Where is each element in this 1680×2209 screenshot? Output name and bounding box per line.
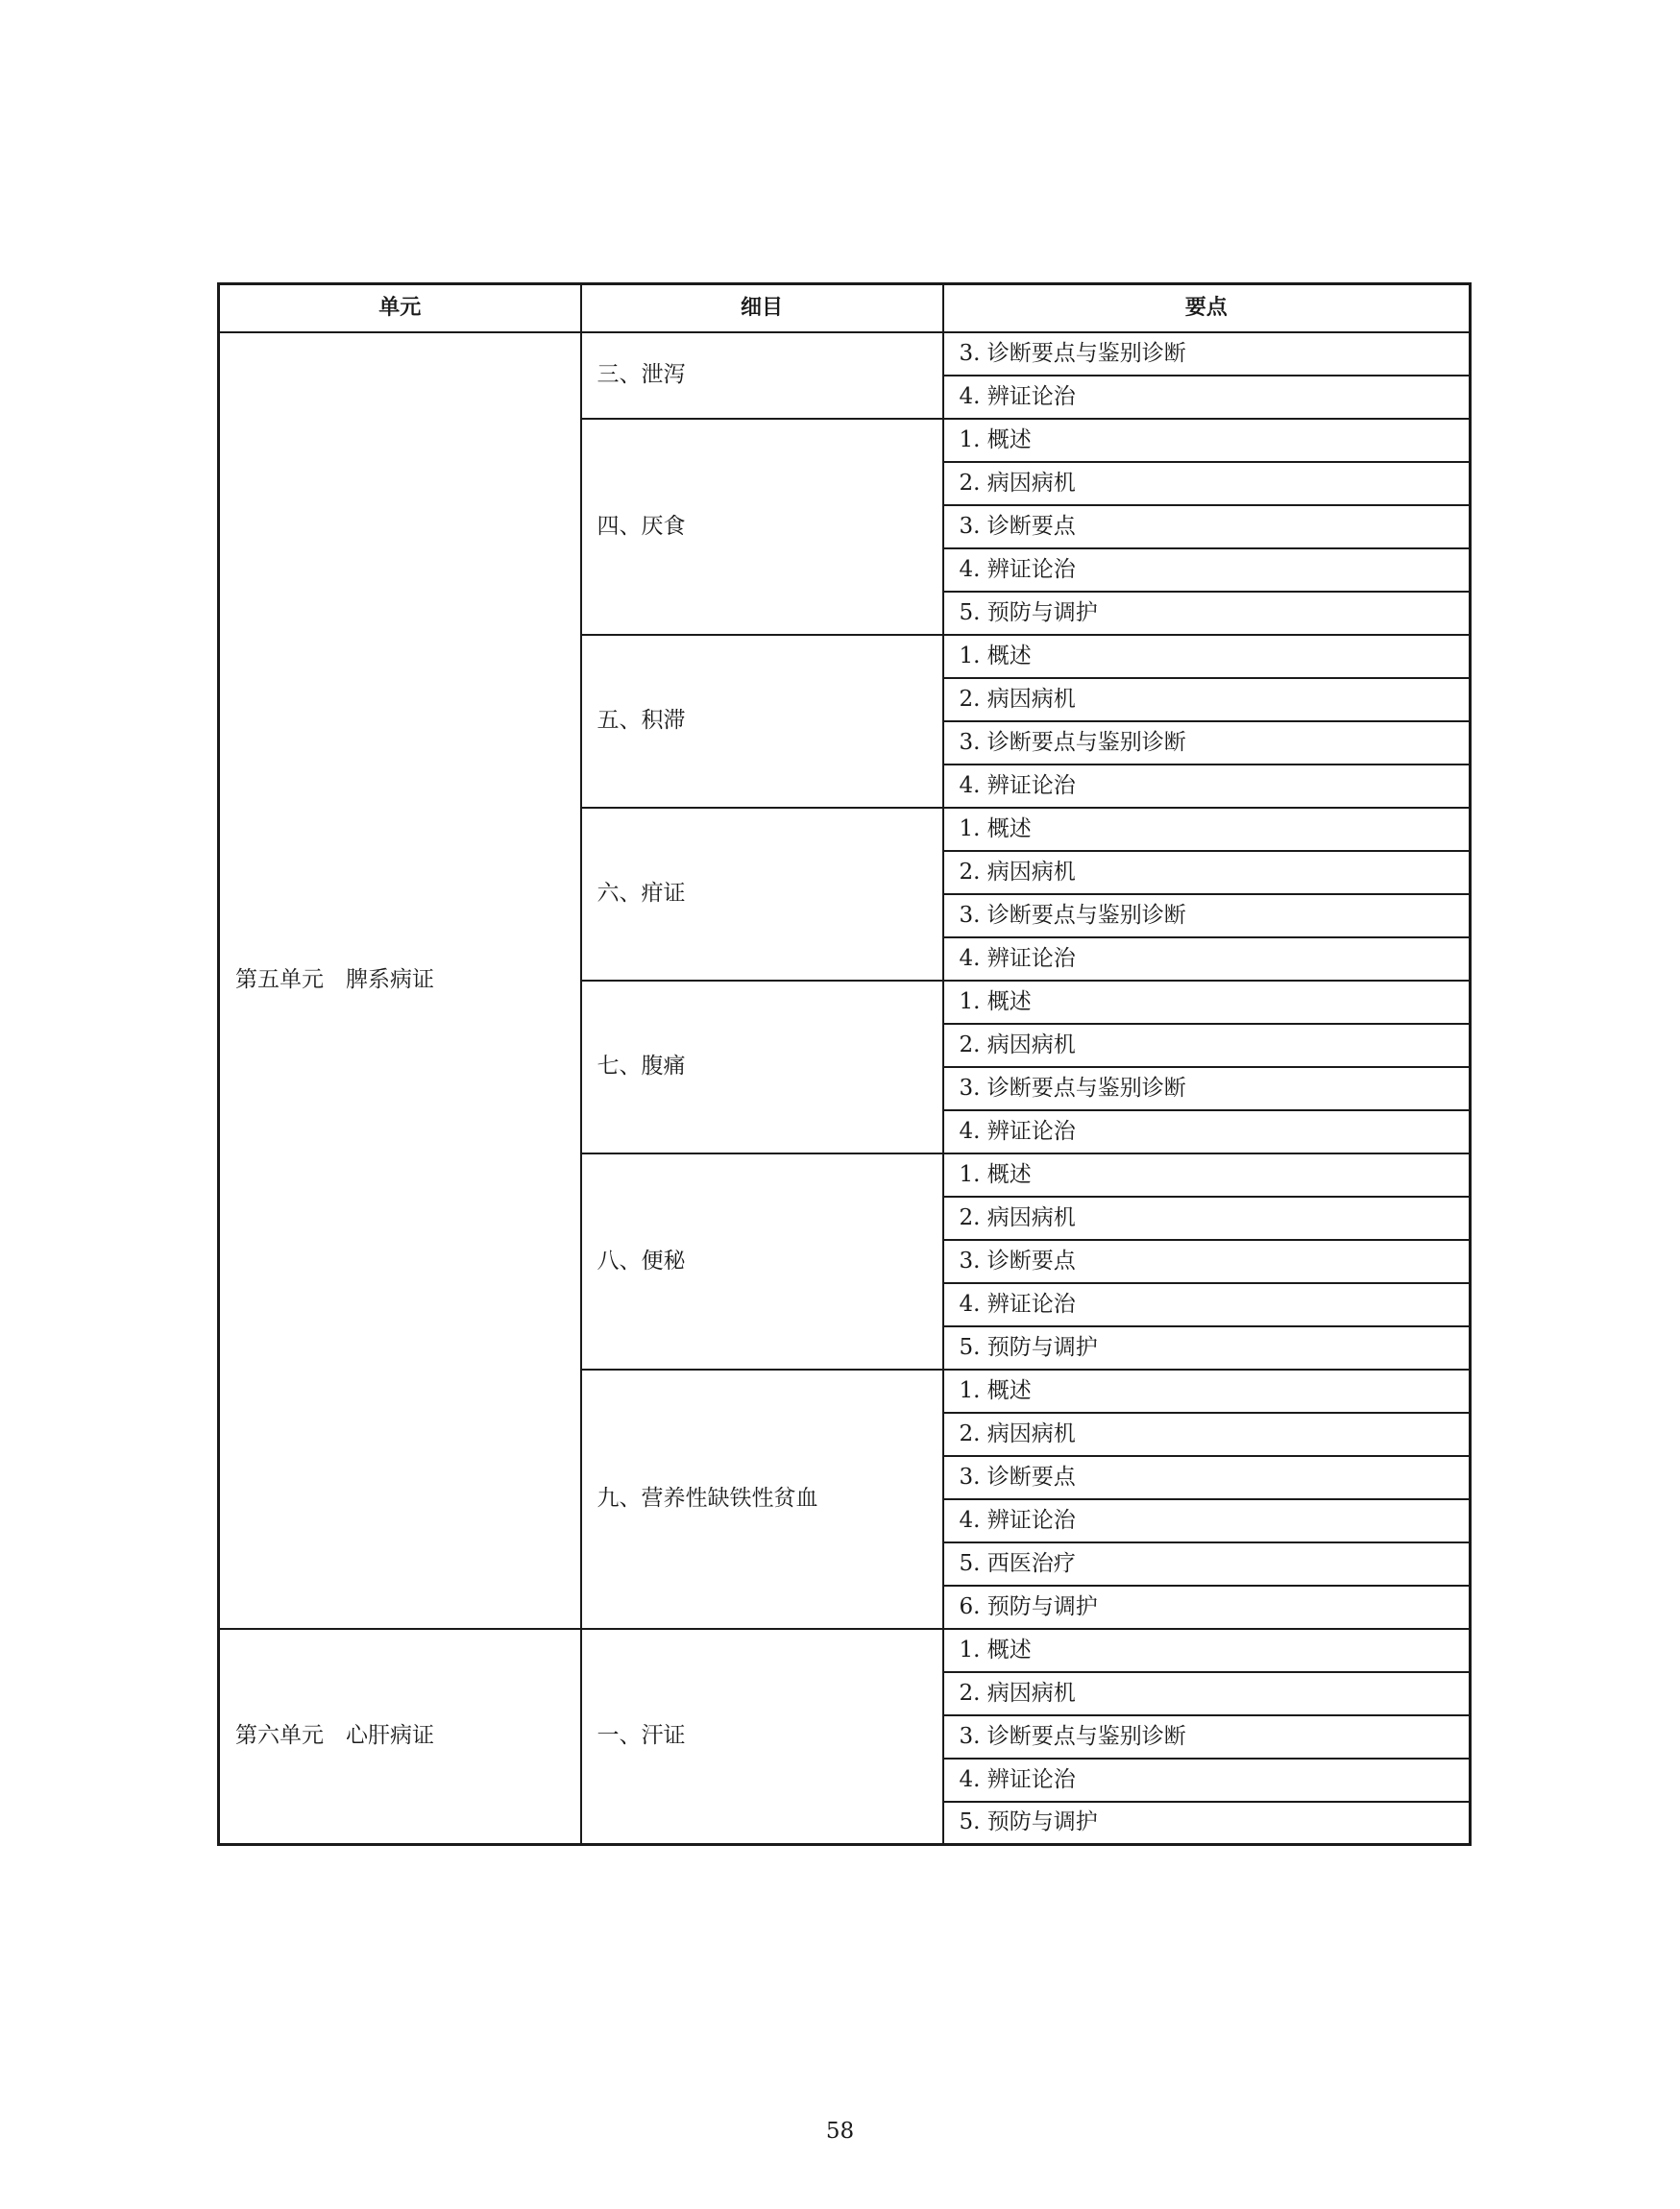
point-cell: 1. 概述 [943,419,1471,462]
item-cell: 一、汗证 [581,1629,943,1845]
point-cell: 2. 病因病机 [943,1413,1471,1456]
point-cell: 2. 病因病机 [943,462,1471,505]
point-cell: 3. 诊断要点与鉴别诊断 [943,332,1471,376]
header-unit: 单元 [219,284,581,332]
point-cell: 1. 概述 [943,981,1471,1024]
item-cell: 九、营养性缺铁性贫血 [581,1370,943,1629]
point-cell: 2. 病因病机 [943,1672,1471,1715]
point-cell: 5. 预防与调护 [943,1802,1471,1845]
point-cell: 2. 病因病机 [943,1024,1471,1067]
table-header-row [219,284,1471,332]
point-cell: 5. 预防与调护 [943,1326,1471,1370]
point-cell: 4. 辨证论治 [943,1283,1471,1326]
point-cell: 2. 病因病机 [943,678,1471,721]
point-cell: 3. 诊断要点与鉴别诊断 [943,1715,1471,1759]
point-cell: 3. 诊断要点 [943,505,1471,548]
point-cell: 2. 病因病机 [943,851,1471,894]
table-row [219,1629,1471,1672]
point-cell: 1. 概述 [943,635,1471,678]
point-cell: 4. 辨证论治 [943,1110,1471,1153]
table-body [219,332,1471,1845]
point-cell: 4. 辨证论治 [943,765,1471,808]
item-cell: 四、厌食 [581,419,943,635]
item-cell: 七、腹痛 [581,981,943,1153]
point-cell: 1. 概述 [943,1629,1471,1672]
unit-cell: 第五单元 脾系病证 [219,332,581,1629]
point-cell: 5. 西医治疗 [943,1542,1471,1586]
point-cell: 4. 辨证论治 [943,1499,1471,1542]
point-cell: 3. 诊断要点 [943,1240,1471,1283]
item-cell: 八、便秘 [581,1153,943,1370]
point-cell: 1. 概述 [943,1153,1471,1197]
point-cell: 4. 辨证论治 [943,937,1471,981]
point-cell: 4. 辨证论治 [943,548,1471,592]
point-cell: 3. 诊断要点与鉴别诊断 [943,894,1471,937]
point-cell: 1. 概述 [943,1370,1471,1413]
point-cell: 3. 诊断要点与鉴别诊断 [943,721,1471,765]
item-cell: 六、疳证 [581,808,943,981]
page-number: 58 [825,2119,855,2144]
point-cell: 3. 诊断要点与鉴别诊断 [943,1067,1471,1110]
point-cell: 2. 病因病机 [943,1197,1471,1240]
header-point: 要点 [943,284,1471,332]
syllabus-table [217,282,1472,1846]
point-cell: 1. 概述 [943,808,1471,851]
point-cell: 4. 辨证论治 [943,376,1471,419]
point-cell: 3. 诊断要点 [943,1456,1471,1499]
table-row [219,332,1471,376]
point-cell: 4. 辨证论治 [943,1759,1471,1802]
item-cell: 五、积滞 [581,635,943,808]
point-cell: 5. 预防与调护 [943,592,1471,635]
point-cell: 6. 预防与调护 [943,1586,1471,1629]
item-cell: 三、泄泻 [581,332,943,419]
header-item: 细目 [581,284,943,332]
unit-cell: 第六单元 心肝病证 [219,1629,581,1845]
